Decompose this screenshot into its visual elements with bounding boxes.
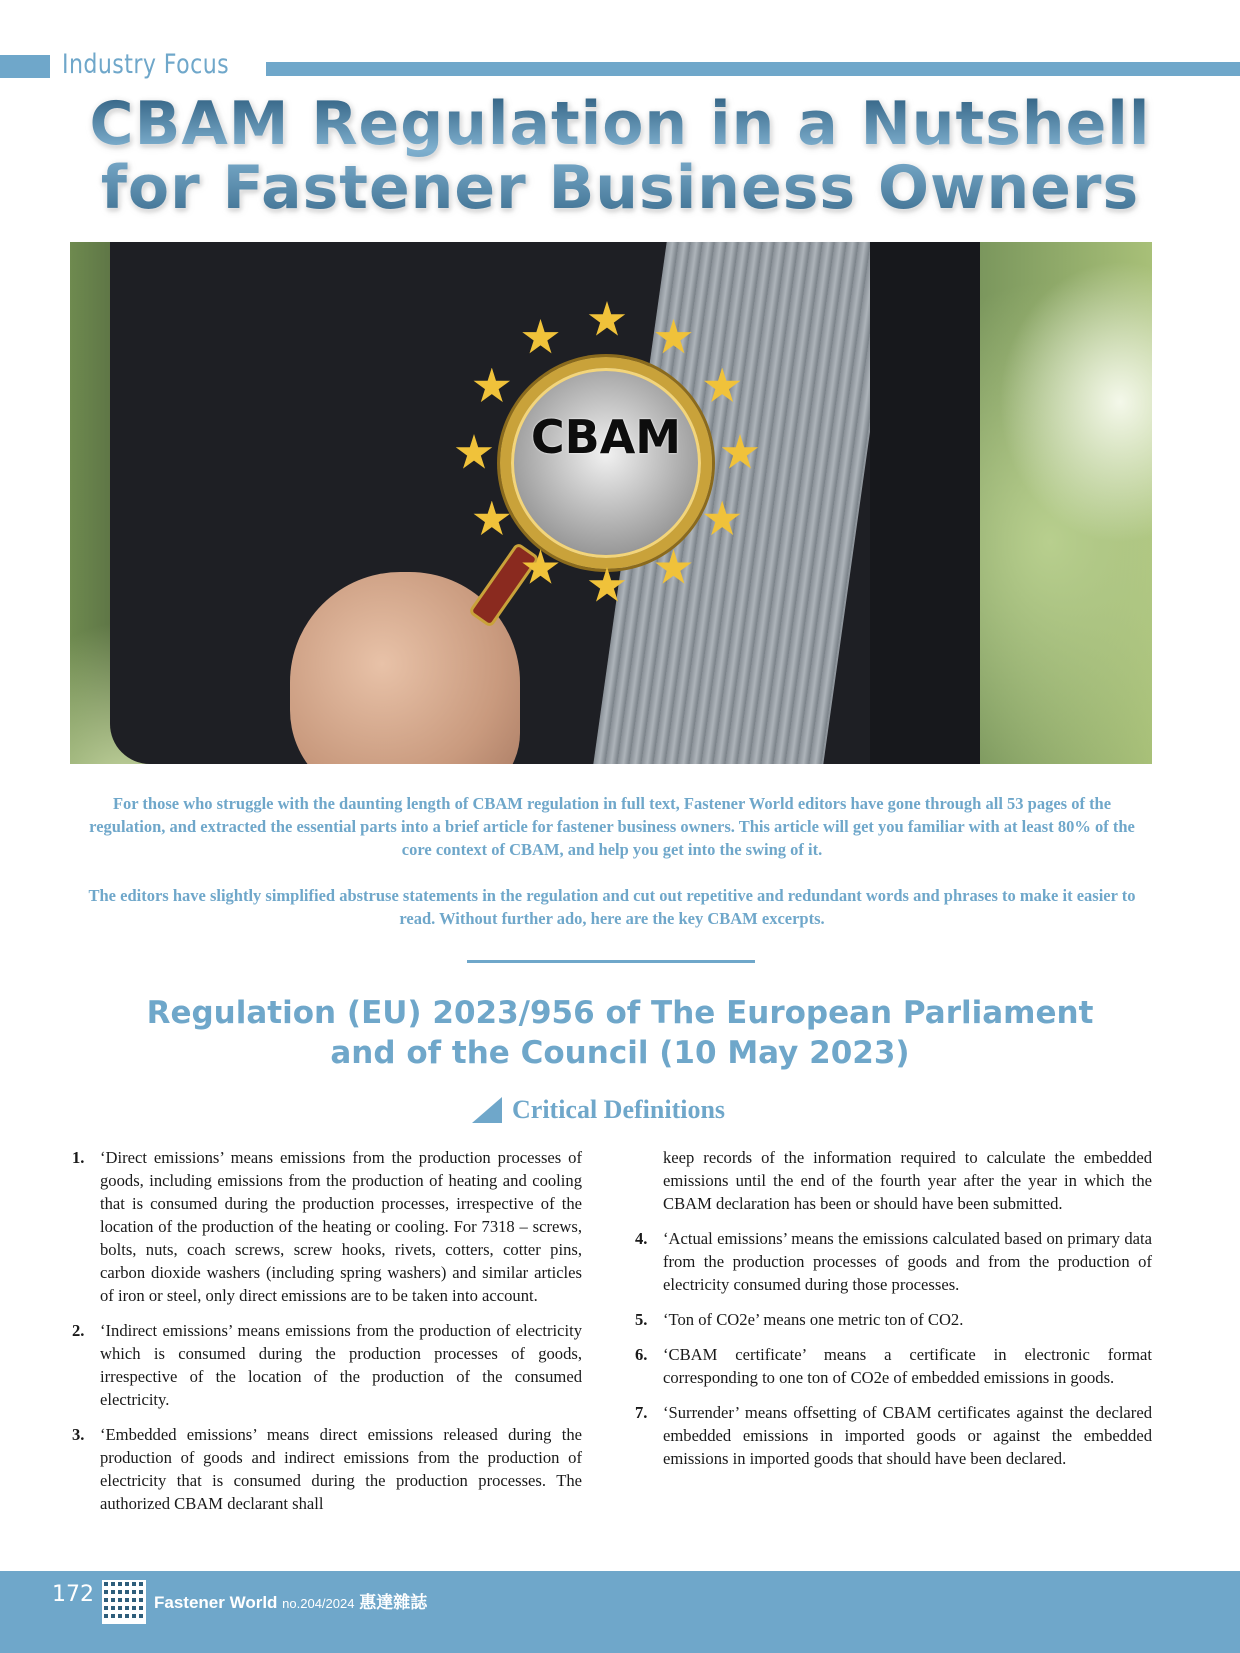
definition-text: ‘Actual emissions’ means the emissions calculated based on primary data from the production processes of goods and from the production of electricity consumed during those processes.	[663, 1229, 1152, 1294]
section-label: Industry Focus	[62, 49, 230, 80]
magnifier-text: CBAM	[530, 410, 682, 464]
jacket-lapel-shape	[870, 242, 980, 764]
definition-number: 2.	[72, 1321, 85, 1340]
definitions-heading-text: Critical Definitions	[512, 1095, 726, 1124]
publication-chinese-name: 惠達雜誌	[359, 1593, 428, 1612]
definition-number: 6.	[635, 1345, 648, 1364]
regulation-title	[0, 993, 1240, 1073]
issue-number: no.204/2024	[282, 1596, 355, 1611]
definition-item	[635, 1401, 1152, 1470]
article-title-line2: for Fastener Business Owners	[100, 153, 1140, 223]
definition-number: 1.	[72, 1148, 85, 1167]
definition-item	[635, 1308, 1152, 1331]
publication-line	[154, 1588, 427, 1613]
intro-paragraph-1: For those who struggle with the daunting length of CBAM regulation in full text, Fastener World editors have gone through all 53 pages of the regulation, and extracted the essential parts into a brief article for fastener business owners. This article will get you familiar with at least 80% of the core context of CBAM, and help you get into the swing of it.	[89, 794, 1135, 859]
definitions-heading	[472, 1094, 725, 1126]
publication-name: Fastener World	[154, 1593, 278, 1612]
article-title-line1: CBAM Regulation in a Nutshell	[89, 89, 1151, 159]
definition-number: 5.	[635, 1310, 648, 1329]
definition-number: 3.	[72, 1425, 85, 1444]
definition-item	[72, 1146, 582, 1307]
definitions-column-right	[635, 1146, 1152, 1482]
definition-item	[635, 1343, 1152, 1389]
page-number: 172	[52, 1582, 94, 1607]
definition-number: 4.	[635, 1229, 648, 1248]
qr-code-icon	[102, 1580, 146, 1624]
hero-image	[70, 242, 1152, 764]
definition-item	[72, 1423, 582, 1515]
section-bar-right	[266, 62, 1240, 76]
definition-text: ‘Direct emissions’ means emissions from the production processes of goods, including emissions from the production of heating and cooling that is consumed during the production processes, irrespective of the location of the production of the heating or cooling. For 7318 – screws, bolts, nuts, coach screws, screw hooks, rivets, cotters, cotter pins, carbon dioxide washers (including spring washers) and similar articles of iron or steel, only direct emissions are to be taken into account.	[100, 1148, 582, 1305]
definitions-column-left	[72, 1146, 582, 1527]
triangle-icon	[472, 1097, 502, 1123]
definition-text: ‘Indirect emissions’ means emissions from the production of electricity which is consumed during the production processes of goods, irrespective of the location of the production of the consumed electricity.	[100, 1321, 582, 1409]
definition-text: ‘Ton of CO2e’ means one metric ton of CO2.	[663, 1310, 964, 1329]
definition-text: ‘Embedded emissions’ means direct emissions released during the production of goods and indirect emissions from the production of electricity that is consumed during the production processes. The authorized CBAM declarant shall	[100, 1425, 582, 1513]
regulation-title-line1: Regulation (EU) 2023/956 of The European Parliament	[146, 995, 1094, 1031]
article-title	[0, 89, 1240, 223]
definition-number: 7.	[635, 1403, 648, 1422]
regulation-title-line2: and of the Council (10 May 2023)	[330, 1035, 910, 1071]
definition-item	[72, 1319, 582, 1411]
definition-text: ‘Surrender’ means offsetting of CBAM certificates against the declared embedded emissions in imported goods or against the embedded emissions in imported goods that should have been declared.	[663, 1403, 1152, 1468]
intro-paragraph-2: The editors have slightly simplified abstruse statements in the regulation and cut out repetitive and redundant words and phrases to make it easier to read. Without further ado, here are the key CBAM excerpts.	[88, 886, 1136, 928]
definition-item	[635, 1227, 1152, 1296]
divider	[467, 960, 755, 963]
definition-continuation: keep records of the information required to calculate the embedded emissions until the end of the fourth year after the year in which the CBAM declaration has been or should have been submitted.	[663, 1148, 1152, 1213]
definition-text: ‘CBAM certificate’ means a certificate in electronic format corresponding to one ton of CO2e of embedded emissions in goods.	[663, 1345, 1152, 1387]
section-bar-left	[0, 55, 50, 78]
